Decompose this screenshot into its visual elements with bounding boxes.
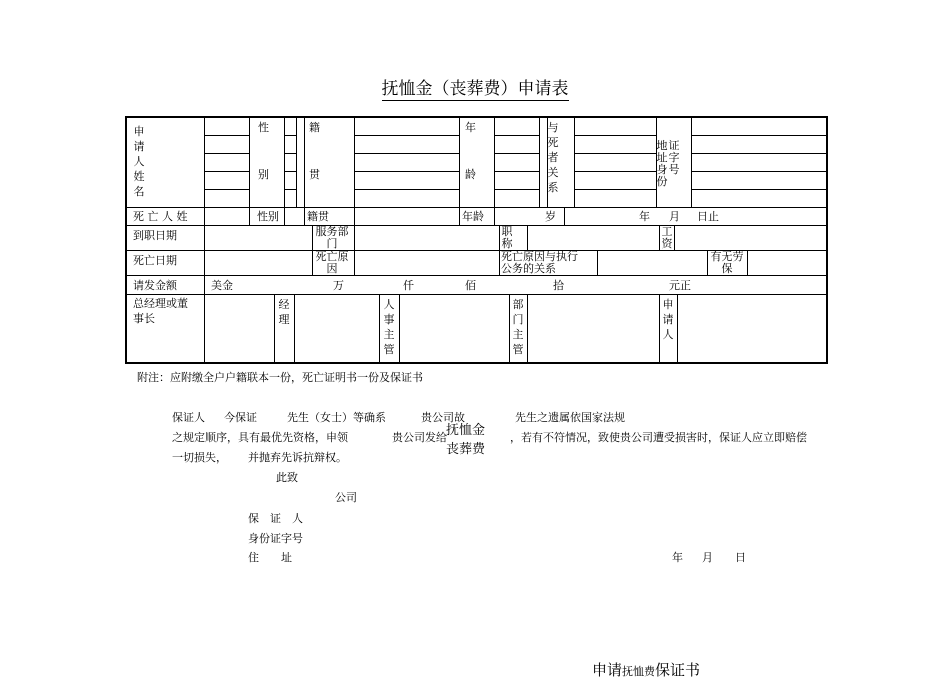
- age-label-top: 年: [465, 121, 476, 134]
- guarantee-text-2b: 贵公司发给: [392, 431, 447, 444]
- yuan-label: 元正: [669, 279, 691, 292]
- service-dept-label: 服务部门: [315, 225, 349, 250]
- death-cause-label: 死亡原因: [315, 250, 349, 275]
- currency-label: 美金: [211, 279, 233, 292]
- applicant-name-label: 申请人姓名: [133, 125, 145, 198]
- gender-label-bottom: 别: [258, 168, 269, 181]
- subsidy-option-1: 抚恤金: [446, 423, 486, 438]
- footer-b: 抚恤费: [622, 665, 656, 678]
- company-label: 公司: [335, 491, 357, 504]
- year-label: 年: [639, 210, 650, 223]
- job-title-label: 职称: [501, 225, 513, 250]
- gm-label: 总经理或董事长: [133, 297, 188, 325]
- footer-title: [592, 659, 700, 680]
- deceased-name-label: 死 亡 人 姓: [133, 210, 188, 223]
- shi-label: 拾: [553, 279, 564, 292]
- years-old-label: 岁: [545, 210, 556, 223]
- amount-label: 请发金额: [133, 279, 177, 292]
- cause-duty-relation-label: 死亡原因与执行公务的关系: [501, 250, 578, 275]
- form-title: 抚恤金（丧葬费）申请表: [381, 79, 569, 99]
- guarantee-text-3a: 一切损失，: [172, 451, 227, 464]
- deceased-age-label: 年龄: [462, 210, 484, 223]
- date-year: 年: [672, 551, 683, 564]
- guarantee-text-2c: ，若有不符情况，致使贵公司遭受损害时，保证人应立即赔偿: [510, 431, 807, 444]
- day-end-label: 日止: [697, 210, 719, 223]
- hr-head-label: 人事主管: [383, 298, 395, 356]
- note: 附注：应附缴全户户籍联本一份，死亡证明书一份及保证书: [137, 371, 423, 384]
- manager-label: 经理: [278, 298, 290, 326]
- guarantee-text-1d: 贵公司故: [421, 411, 465, 424]
- sincerely: 此致: [276, 471, 298, 484]
- salary-label: 工资: [661, 225, 673, 250]
- guarantee-text-1e: 先生之遗属依国家法规: [515, 411, 625, 424]
- qian-label: 仟: [403, 279, 414, 292]
- dept-head-label: 部门主管: [512, 298, 524, 356]
- bai-label: 佰: [465, 279, 476, 292]
- gender-label-top: 性: [258, 121, 269, 134]
- application-form-table: [125, 116, 828, 364]
- hire-date-label: 到职日期: [133, 229, 177, 242]
- guarantee-text-1c: 先生（女士）等确系: [287, 411, 386, 424]
- guarantee-text-3b: 并抛弃先诉抗辩权。: [248, 451, 347, 464]
- wan-label: 万: [333, 279, 344, 292]
- address-label: 住 址: [248, 551, 292, 564]
- native-place-label-bottom: 贯: [309, 168, 320, 181]
- guarantee-text-2a: 之规定顺序，具有最优先资格，申领: [172, 431, 348, 444]
- guarantor-label-2: 保 证 人: [248, 512, 303, 525]
- footer-c: 保证书: [655, 661, 701, 679]
- labor-insurance-label: 有无劳保: [710, 250, 744, 275]
- age-label-bottom: 龄: [465, 168, 476, 181]
- relation-label: 与死者关系: [547, 121, 559, 194]
- guarantor-label-1: 保证人: [172, 411, 205, 424]
- applicant-sign-label: 申请人: [662, 298, 674, 341]
- id-number-label: 身份证字号: [248, 532, 303, 545]
- death-date-label: 死亡日期: [133, 254, 177, 267]
- deceased-native-label: 籍贯: [307, 210, 329, 223]
- subsidy-option-2: 丧葬费: [446, 442, 486, 457]
- month-label: 月: [669, 210, 680, 223]
- native-place-label-top: 籍: [309, 121, 320, 134]
- date-month: 月: [702, 551, 713, 564]
- id-cert-label: 证字号: [668, 139, 680, 176]
- id-address-label: 地址身份: [656, 139, 668, 188]
- deceased-gender-label: 性别: [257, 210, 279, 223]
- footer-a: 申请: [592, 661, 623, 679]
- guarantee-text-1b: 今保证: [224, 411, 257, 424]
- date-day: 日: [735, 551, 746, 564]
